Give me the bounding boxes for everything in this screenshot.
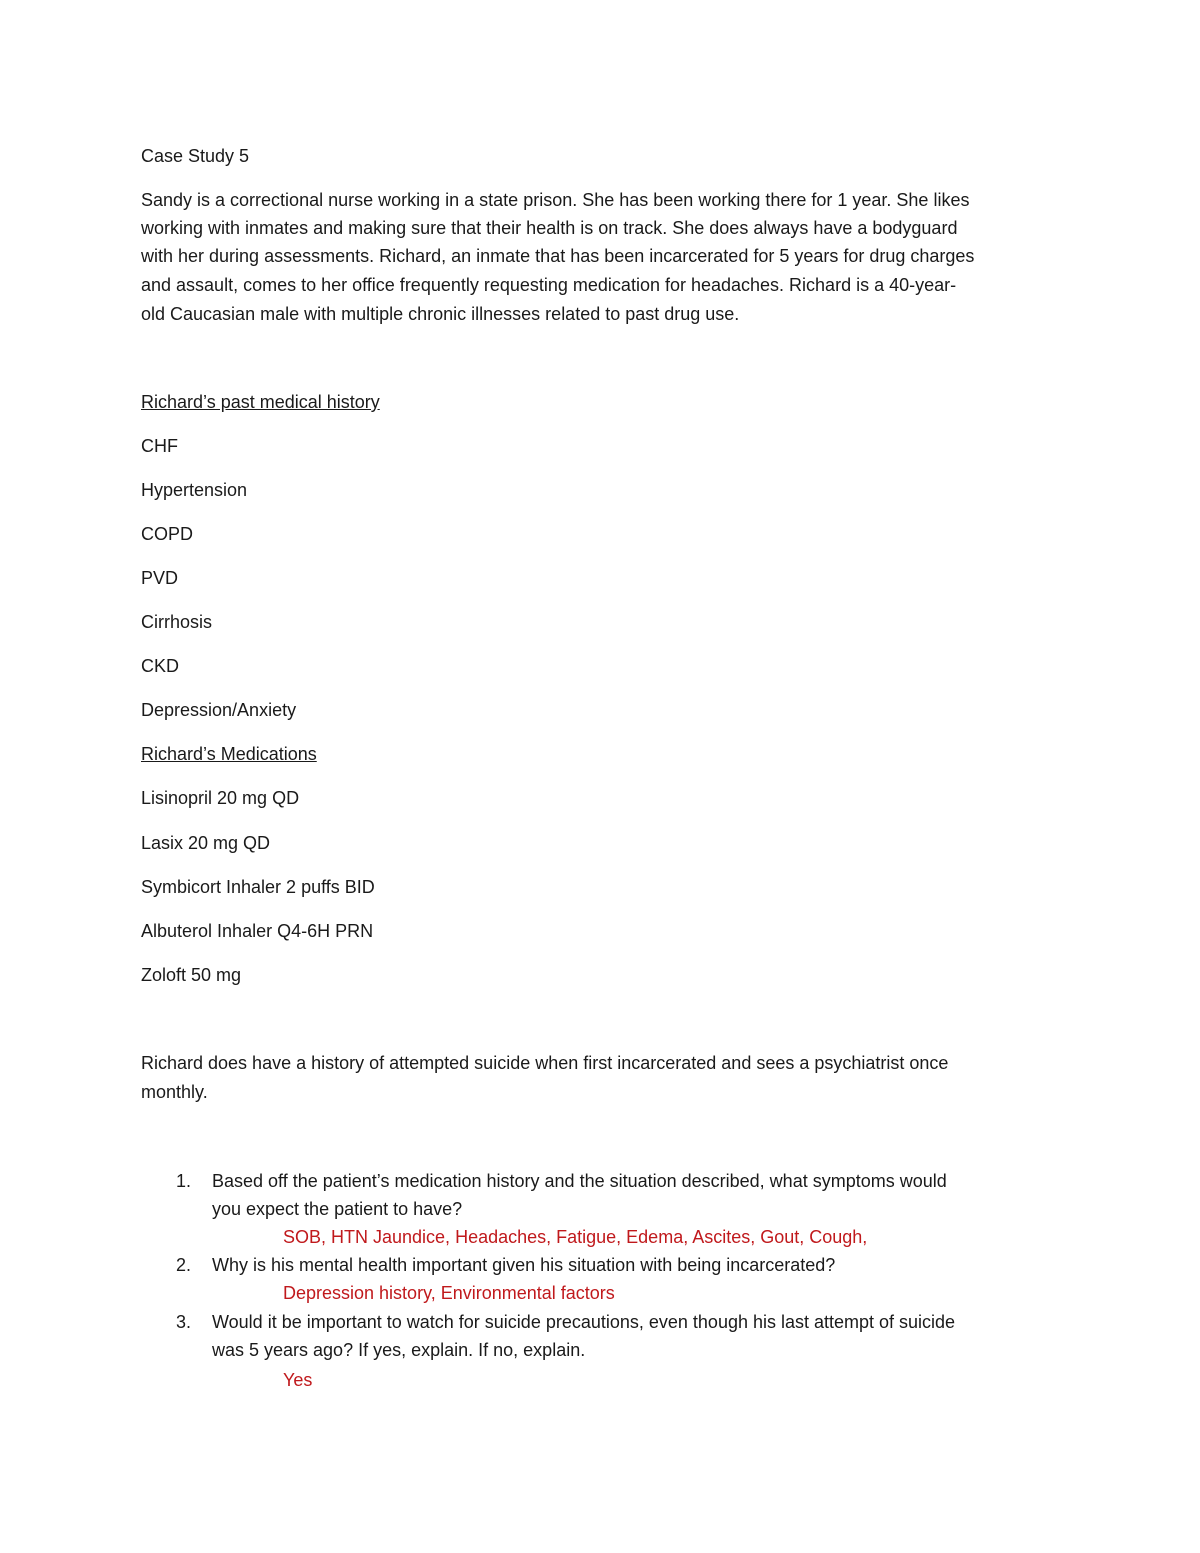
medication-item: Albuterol Inhaler Q4-6H PRN bbox=[141, 921, 374, 941]
answer-text: Depression history, Environmental factors bbox=[283, 1283, 615, 1303]
medication-item: Symbicort Inhaler 2 puffs BID bbox=[141, 877, 375, 897]
answer-text: Yes bbox=[283, 1370, 313, 1390]
question-text: Based off the patient’s medication history and the situation described, what symptoms would bbox=[212, 1171, 947, 1191]
history-item: CHF bbox=[141, 436, 178, 456]
medication-item: Zoloft 50 mg bbox=[141, 965, 242, 985]
question-text: was 5 years ago? If yes, explain. If no, explain. bbox=[212, 1340, 586, 1360]
question-text: Would it be important to watch for suicide precautions, even though his last attempt of suicide bbox=[212, 1312, 956, 1332]
question-text: Why is his mental health important given his situation with being incarcerated? bbox=[212, 1255, 836, 1275]
intro-line: with her during assessments. Richard, an inmate that has been incarcerated for 5 years for drug charges bbox=[141, 246, 975, 266]
question-text: you expect the patient to have? bbox=[212, 1199, 463, 1219]
question-number: 3. bbox=[176, 1312, 192, 1332]
suicide-note-line: Richard does have a history of attempted suicide when first incarcerated and sees a psychiatrist once bbox=[141, 1053, 949, 1073]
history-item: Hypertension bbox=[141, 480, 248, 500]
intro-line: Sandy is a correctional nurse working in a state prison. She has been working there for 1 year. She likes bbox=[141, 190, 970, 210]
history-item: Cirrhosis bbox=[141, 612, 213, 632]
history-heading: Richard’s past medical history bbox=[141, 392, 380, 412]
medication-item: Lasix 20 mg QD bbox=[141, 833, 271, 853]
intro-line: and assault, comes to her office frequently requesting medication for headaches. Richard is a 40-year- bbox=[141, 275, 957, 295]
history-item: Depression/Anxiety bbox=[141, 700, 297, 720]
suicide-note-line: monthly. bbox=[141, 1082, 208, 1102]
medication-item: Lisinopril 20 mg QD bbox=[141, 788, 300, 808]
intro-line: old Caucasian male with multiple chronic illnesses related to past drug use. bbox=[141, 304, 740, 324]
history-item: CKD bbox=[141, 656, 180, 676]
history-item: COPD bbox=[141, 524, 194, 544]
case-study-title: Case Study 5 bbox=[141, 146, 250, 166]
question-number: 2. bbox=[176, 1255, 192, 1275]
question-number: 1. bbox=[176, 1171, 192, 1191]
history-item: PVD bbox=[141, 568, 179, 588]
medications-heading: Richard’s Medications bbox=[141, 744, 317, 764]
intro-line: working with inmates and making sure that their health is on track. She does always have a bodyguard bbox=[141, 218, 958, 238]
answer-text: SOB, HTN Jaundice, Headaches, Fatigue, Edema, Ascites, Gout, Cough, bbox=[283, 1227, 868, 1247]
